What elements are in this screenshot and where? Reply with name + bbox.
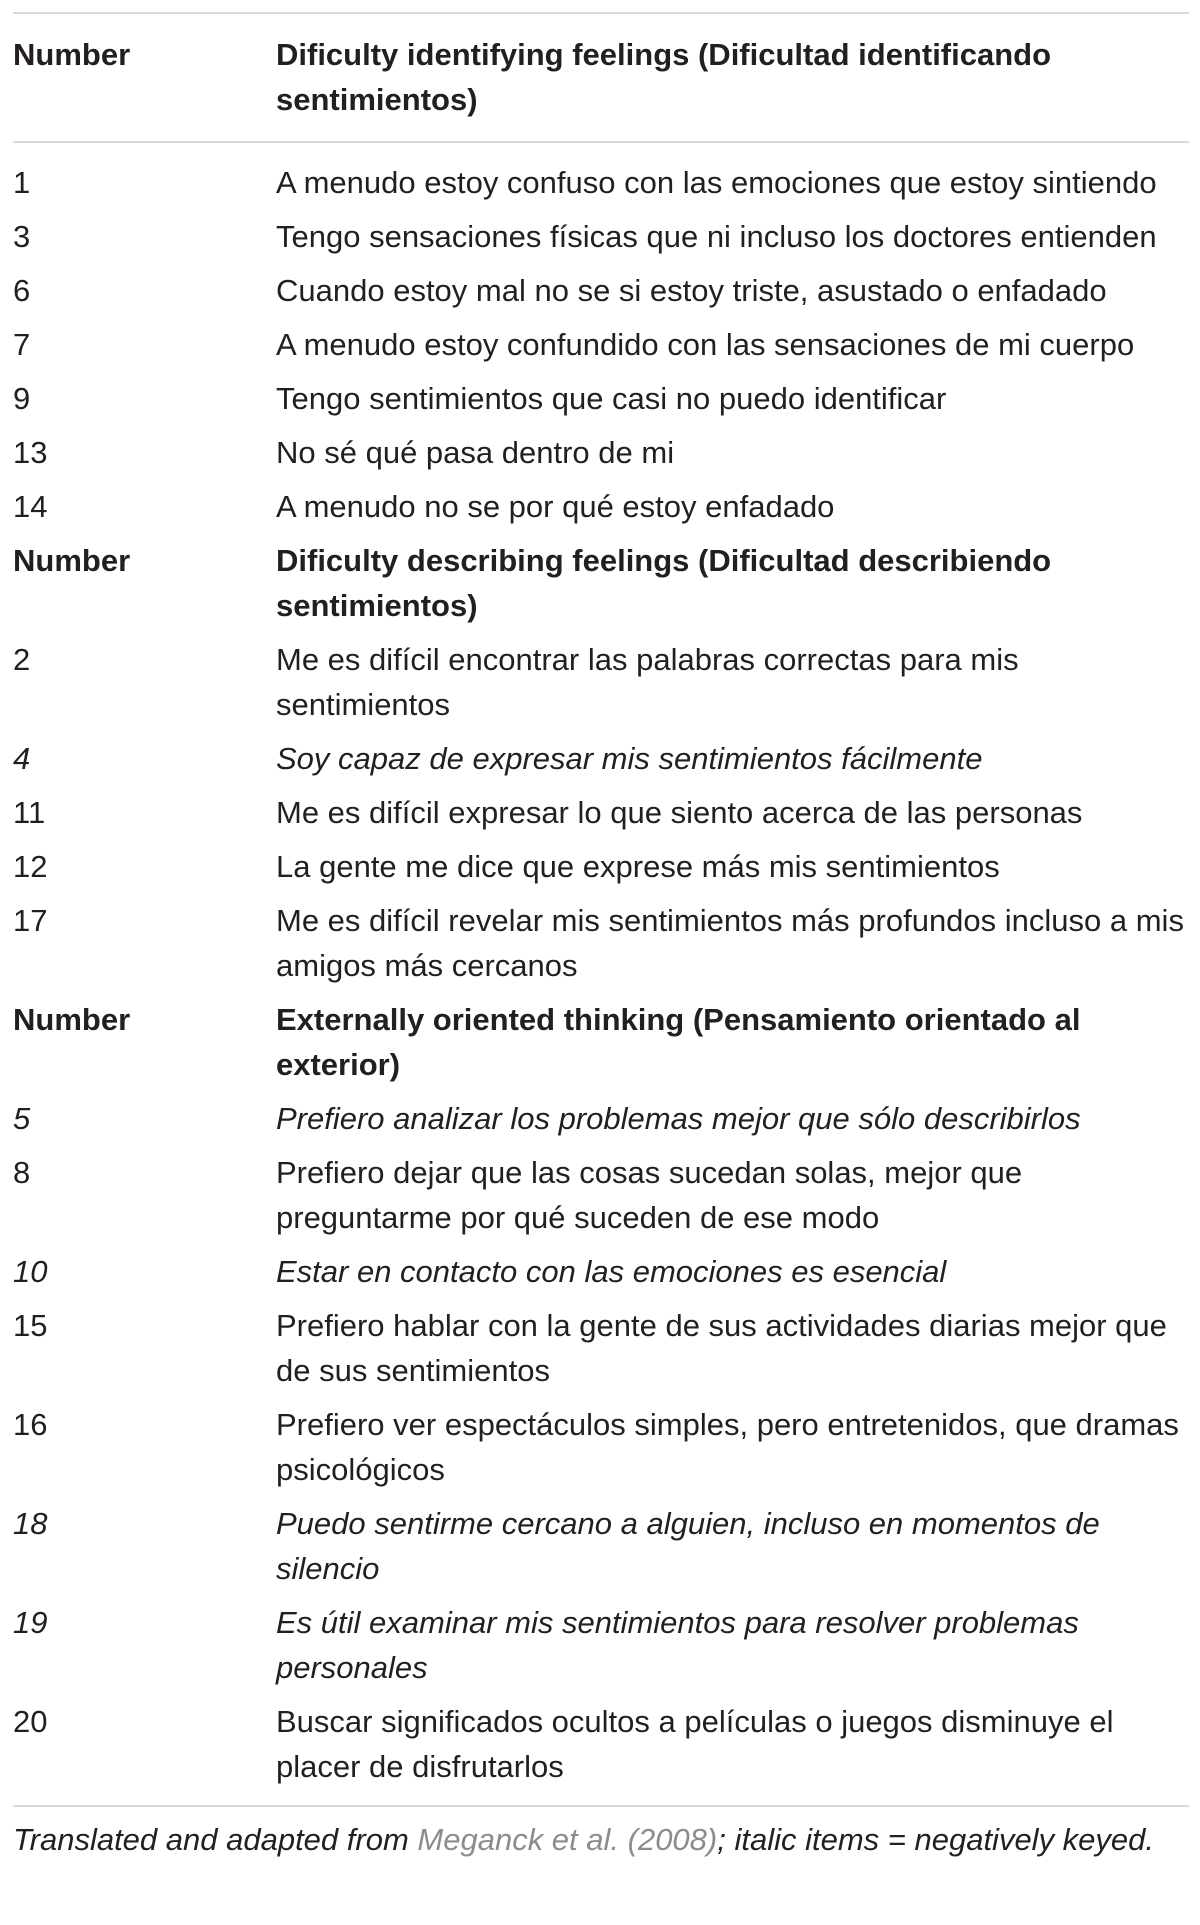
item-number: 6 — [13, 273, 31, 308]
item-text: Buscar significados ocultos a películas o juegos disminuye el placer de disfrutarlos — [276, 1704, 1114, 1784]
item-text: Prefiero hablar con la gente de sus actividades diarias mejor que de sus sentimientos — [276, 1308, 1167, 1388]
tas-items-table — [13, 14, 1189, 1805]
item-text: Tengo sentimientos que casi no puedo identificar — [276, 381, 947, 416]
table-row — [13, 835, 1189, 889]
item-text: Es útil examinar mis sentimientos para resolver problemas personales — [276, 1605, 1079, 1685]
footnote-suffix: ; italic items = negatively keyed. — [717, 1822, 1155, 1857]
section-title: Dificulty describing feelings (Dificultad describiendo sentimientos) — [276, 543, 1052, 623]
item-text: Tengo sensaciones físicas que ni incluso los doctores entienden — [276, 219, 1157, 254]
item-number: 17 — [13, 903, 48, 938]
item-number: 1 — [13, 165, 31, 200]
table-row — [13, 727, 1189, 781]
item-text: Me es difícil revelar mis sentimientos más profundos incluso a mis amigos más cercanos — [276, 903, 1184, 983]
item-text: Puedo sentirme cercano a alguien, incluso en momentos de silencio — [276, 1506, 1100, 1586]
item-number: 18 — [13, 1506, 48, 1541]
item-text: Prefiero analizar los problemas mejor que sólo describirlos — [276, 1101, 1081, 1136]
table-footnote — [13, 1807, 1189, 1862]
table-row — [13, 367, 1189, 421]
section-describing-body — [13, 628, 1189, 988]
item-text: Cuando estoy mal no se si estoy triste, asustado o enfadado — [276, 273, 1107, 308]
item-number: 13 — [13, 435, 48, 470]
table-row — [13, 1492, 1189, 1591]
item-number: 11 — [13, 795, 46, 830]
item-text: Prefiero ver espectáculos simples, pero entretenidos, que dramas psicológicos — [276, 1407, 1179, 1487]
item-number: 3 — [13, 219, 31, 254]
header-number-label: Number — [13, 14, 276, 142]
item-text: Estar en contacto con las emociones es esencial — [276, 1254, 947, 1289]
item-text: Prefiero dejar que las cosas sucedan solas, mejor que preguntarme por qué suceden de ese modo — [276, 1155, 1023, 1235]
table-row — [13, 889, 1189, 988]
table-row — [13, 628, 1189, 727]
citation-link[interactable]: Meganck et al. (2008) — [417, 1822, 718, 1857]
table-row — [13, 1690, 1189, 1805]
section-title: Externally oriented thinking (Pensamiento orientado al exterior) — [276, 1002, 1081, 1082]
item-text: A menudo estoy confundido con las sensaciones de mi cuerpo — [276, 327, 1135, 362]
table-row — [13, 475, 1189, 529]
table-row — [13, 1240, 1189, 1294]
item-number: 8 — [13, 1155, 31, 1190]
item-text: A menudo no se por qué estoy enfadado — [276, 489, 835, 524]
table-row — [13, 313, 1189, 367]
section-describing-header-row — [13, 529, 1189, 628]
table-header-row — [13, 14, 1189, 142]
section-identifying-body — [13, 142, 1189, 529]
section-number-label: Number — [13, 1002, 131, 1037]
table-row — [13, 1591, 1189, 1690]
item-number: 19 — [13, 1605, 48, 1640]
header-section-title: Dificulty identifying feelings (Dificultad identificando sentimientos) — [276, 14, 1189, 142]
item-number: 16 — [13, 1407, 48, 1442]
item-text: La gente me dice que exprese más mis sentimientos — [276, 849, 1000, 884]
item-number: 4 — [13, 741, 31, 776]
item-text: Me es difícil expresar lo que siento acerca de las personas — [276, 795, 1083, 830]
item-number: 10 — [13, 1254, 48, 1289]
document-page — [0, 12, 1200, 1925]
item-text: A menudo estoy confuso con las emociones que estoy sintiendo — [276, 165, 1157, 200]
item-number: 15 — [13, 1308, 48, 1343]
table-row — [13, 1087, 1189, 1141]
item-number: 20 — [13, 1704, 48, 1739]
item-text: No sé qué pasa dentro de mi — [276, 435, 675, 470]
table-row — [13, 421, 1189, 475]
item-number: 2 — [13, 642, 31, 677]
table-row — [13, 1294, 1189, 1393]
footnote-prefix: Translated and adapted from — [13, 1822, 418, 1857]
item-text: Soy capaz de expresar mis sentimientos fácilmente — [276, 741, 983, 776]
table-row — [13, 205, 1189, 259]
item-number: 9 — [13, 381, 31, 416]
item-number: 5 — [13, 1101, 31, 1136]
table-row — [13, 259, 1189, 313]
table-row — [13, 142, 1189, 205]
item-number: 7 — [13, 327, 31, 362]
table-row — [13, 1393, 1189, 1492]
table-row — [13, 781, 1189, 835]
item-number: 14 — [13, 489, 48, 524]
item-number: 12 — [13, 849, 48, 884]
section-number-label: Number — [13, 543, 131, 578]
section-external-body — [13, 1087, 1189, 1805]
section-external-header-row — [13, 988, 1189, 1087]
item-text: Me es difícil encontrar las palabras correctas para mis sentimientos — [276, 642, 1019, 722]
table-row — [13, 1141, 1189, 1240]
